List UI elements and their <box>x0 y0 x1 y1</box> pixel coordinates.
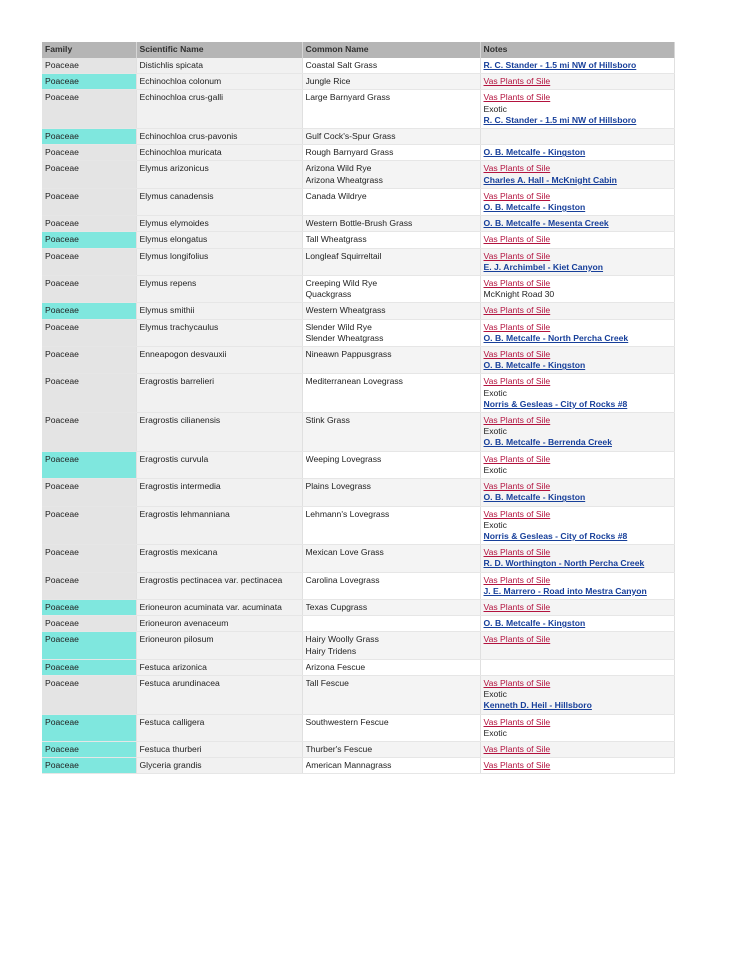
common-name: Arizona Fescue <box>305 661 366 672</box>
common-name-cell <box>302 216 480 232</box>
vas-plants-link[interactable]: Vas Plants of Sile <box>483 574 551 585</box>
notes-cell <box>480 451 674 478</box>
scientific-name-cell <box>136 659 302 675</box>
scientific-name: Echinochloa crus-galli <box>139 92 224 103</box>
notes-cell <box>480 374 674 413</box>
notes-cell <box>480 129 674 145</box>
table-row <box>42 276 674 303</box>
notes-cell <box>480 347 674 374</box>
table-row <box>42 347 674 374</box>
vas-plants-link[interactable]: Vas Plants of Sile <box>483 601 551 612</box>
notes-cell <box>480 506 674 545</box>
common-name-cell <box>302 232 480 248</box>
family-cell: Poaceae <box>42 188 136 215</box>
notes-cell <box>480 232 674 248</box>
scientific-name: Elymus elongatus <box>139 234 208 245</box>
notes-cell <box>480 303 674 319</box>
common-name: Tall Fescue <box>305 677 349 688</box>
vas-plants-link[interactable]: Vas Plants of Sile <box>483 76 551 87</box>
scientific-name: Elymus elymoides <box>139 218 209 229</box>
scientific-name-cell <box>136 74 302 90</box>
table-row <box>42 145 674 161</box>
table-row <box>42 58 674 74</box>
common-name-cell <box>302 303 480 319</box>
note-text: Exotic <box>483 426 507 437</box>
scientific-name: Erioneuron acuminata var. acuminata <box>139 601 282 612</box>
scientific-name-cell <box>136 276 302 303</box>
scientific-name: Echinochloa crus-pavonis <box>139 131 238 142</box>
common-name: Texas Cupgrass <box>305 601 368 612</box>
notes-cell <box>480 74 674 90</box>
common-name-cell <box>302 90 480 129</box>
family-cell: Poaceae <box>42 616 136 632</box>
plant-table <box>42 42 675 774</box>
common-name: Mexican Love Grass <box>305 547 384 558</box>
common-name-cell <box>302 413 480 452</box>
scientific-name: Glyceria grandis <box>139 760 202 771</box>
table-row <box>42 413 674 452</box>
common-name: Tall Wheatgrass <box>305 234 367 245</box>
table-row <box>42 74 674 90</box>
scientific-name-cell <box>136 599 302 615</box>
collector-record-link[interactable]: R. D. Worthington - North Percha Creek <box>483 558 645 569</box>
notes-cell <box>480 90 674 129</box>
scientific-name: Elymus trachycaulus <box>139 321 219 332</box>
scientific-name-cell <box>136 188 302 215</box>
collector-record-link[interactable]: Norris & Gesleas - City of Rocks #8 <box>483 398 628 409</box>
table-row <box>42 675 674 714</box>
notes-cell <box>480 479 674 506</box>
table-row <box>42 545 674 572</box>
table-row <box>42 188 674 215</box>
vas-plants-link[interactable]: Vas Plants of Sile <box>483 92 551 103</box>
table-row <box>42 129 674 145</box>
common-name: Slender Wheatgrass <box>305 332 384 343</box>
notes-cell <box>480 413 674 452</box>
plant-list-page <box>42 42 674 774</box>
collector-record-link[interactable]: O. B. Metcalfe - Kingston <box>483 492 586 503</box>
note-text: McKnight Road 30 <box>483 289 555 300</box>
notes-cell <box>480 714 674 741</box>
notes-cell <box>480 319 674 346</box>
scientific-name-cell <box>136 616 302 632</box>
notes-cell <box>480 659 674 675</box>
scientific-name-cell <box>136 758 302 774</box>
common-name: Large Barnyard Grass <box>305 92 391 103</box>
common-name: Creeping Wild Rye <box>305 278 378 289</box>
collector-record-link[interactable]: O. B. Metcalfe - Kingston <box>483 618 586 629</box>
notes-cell <box>480 572 674 599</box>
family-cell: Poaceae <box>42 451 136 478</box>
table-row <box>42 506 674 545</box>
vas-plants-link[interactable]: Vas Plants of Sile <box>483 190 551 201</box>
table-row <box>42 90 674 129</box>
common-name: Canada Wildrye <box>305 190 367 201</box>
family-cell: Poaceae <box>42 248 136 275</box>
table-row <box>42 758 674 774</box>
common-name-cell <box>302 616 480 632</box>
common-name: Slender Wild Rye <box>305 321 372 332</box>
vas-plants-link[interactable]: Vas Plants of Sile <box>483 547 551 558</box>
common-name-cell <box>302 319 480 346</box>
collector-record-link[interactable]: Kenneth D. Heil - Hillsboro <box>483 700 592 711</box>
common-name-cell <box>302 248 480 275</box>
family-cell: Poaceae <box>42 413 136 452</box>
collector-record-link[interactable]: O. B. Metcalfe - North Percha Creek <box>483 332 629 343</box>
collector-record-link[interactable]: O. B. Metcalfe - Kingston <box>483 147 586 158</box>
note-text: Exotic <box>483 464 507 475</box>
vas-plants-link[interactable]: Vas Plants of Sile <box>483 349 551 360</box>
scientific-name: Eragrostis barrelieri <box>139 376 215 387</box>
scientific-name-cell <box>136 347 302 374</box>
scientific-name: Eragrostis mexicana <box>139 547 218 558</box>
vas-plants-link[interactable]: Vas Plants of Sile <box>483 508 551 519</box>
common-name: Arizona Wild Rye <box>305 163 372 174</box>
common-name: Thurber's Fescue <box>305 743 373 754</box>
collector-record-link[interactable]: R. C. Stander - 1.5 mi NW of Hillsboro <box>483 60 637 70</box>
family-cell: Poaceae <box>42 572 136 599</box>
common-name-cell <box>302 714 480 741</box>
notes-cell <box>480 248 674 275</box>
vas-plants-link[interactable]: Vas Plants of Sile <box>483 415 551 426</box>
vas-plants-link[interactable]: Vas Plants of Sile <box>483 743 551 754</box>
notes-cell <box>480 741 674 757</box>
scientific-name: Elymus longifolius <box>139 250 209 261</box>
common-name-cell <box>302 545 480 572</box>
family-cell: Poaceae <box>42 506 136 545</box>
scientific-name-cell <box>136 714 302 741</box>
scientific-name-cell <box>136 675 302 714</box>
scientific-name: Eragrostis cilianensis <box>139 415 221 426</box>
vas-plants-link[interactable]: Vas Plants of Sile <box>483 250 551 261</box>
common-name-cell <box>302 451 480 478</box>
table-row <box>42 374 674 413</box>
notes-cell <box>480 675 674 714</box>
scientific-name-cell <box>136 90 302 129</box>
common-name: Hairy Woolly Grass <box>305 634 379 645</box>
family-cell: Poaceae <box>42 632 136 659</box>
collector-record-link[interactable]: Charles A. Hall - McKnight Cabin <box>483 174 617 185</box>
common-name: Rough Barnyard Grass <box>305 147 394 158</box>
scientific-name: Enneapogon desvauxii <box>139 349 227 360</box>
vas-plants-link[interactable]: Vas Plants of Sile <box>483 716 551 727</box>
common-name: Hairy Tridens <box>305 645 357 656</box>
common-name: Arizona Wheatgrass <box>305 174 383 185</box>
note-text: Exotic <box>483 387 507 398</box>
notes-cell <box>480 632 674 659</box>
common-name: American Mannagrass <box>305 760 392 771</box>
vas-plants-link[interactable]: Vas Plants of Sile <box>483 481 551 492</box>
family-cell: Poaceae <box>42 599 136 615</box>
family-cell: Poaceae <box>42 232 136 248</box>
scientific-name-cell <box>136 741 302 757</box>
vas-plants-link[interactable]: Vas Plants of Sile <box>483 163 551 174</box>
note-text: Exotic <box>483 519 507 530</box>
notes-cell <box>480 599 674 615</box>
family-cell: Poaceae <box>42 545 136 572</box>
common-name-cell <box>302 129 480 145</box>
table-row <box>42 161 674 188</box>
collector-record-link[interactable]: O. B. Metcalfe - Berrenda Creek <box>483 437 612 448</box>
family-cell: Poaceae <box>42 319 136 346</box>
collector-record-link[interactable]: J. E. Marrero - Road into Mestra Canyon <box>483 585 647 596</box>
vas-plants-link[interactable]: Vas Plants of Sile <box>483 453 551 464</box>
table-row <box>42 741 674 757</box>
scientific-name-cell <box>136 303 302 319</box>
common-name-cell <box>302 479 480 506</box>
vas-plants-link[interactable]: Vas Plants of Sile <box>483 760 551 771</box>
vas-plants-link[interactable]: Vas Plants of Sile <box>483 278 551 289</box>
common-name-cell <box>302 161 480 188</box>
common-name-cell <box>302 741 480 757</box>
family-cell: Poaceae <box>42 659 136 675</box>
common-name-cell <box>302 276 480 303</box>
header-notes: Notes <box>480 42 674 58</box>
scientific-name: Festuca thurberi <box>139 743 202 754</box>
family-cell: Poaceae <box>42 303 136 319</box>
scientific-name: Festuca calligera <box>139 716 205 727</box>
common-name: Mediterranean Lovegrass <box>305 376 403 387</box>
family-cell: Poaceae <box>42 90 136 129</box>
notes-cell <box>480 216 674 232</box>
scientific-name-cell <box>136 145 302 161</box>
family-cell: Poaceae <box>42 216 136 232</box>
scientific-name-cell <box>136 58 302 74</box>
vas-plants-link[interactable]: Vas Plants of Sile <box>483 321 551 332</box>
collector-record-link[interactable]: O. B. Metcalfe - Mesenta Creek <box>483 218 609 229</box>
family-cell: Poaceae <box>42 479 136 506</box>
scientific-name-cell <box>136 479 302 506</box>
header-family: Family <box>42 42 136 58</box>
family-cell: Poaceae <box>42 741 136 757</box>
note-text: Exotic <box>483 727 507 738</box>
family-cell: Poaceae <box>42 374 136 413</box>
common-name: Carolina Lovegrass <box>305 574 380 585</box>
common-name: Jungle Rice <box>305 76 351 87</box>
common-name-cell <box>302 506 480 545</box>
common-name-cell <box>302 374 480 413</box>
common-name-cell <box>302 675 480 714</box>
scientific-name: Erioneuron pilosum <box>139 634 214 645</box>
common-name: Western Bottle-Brush Grass <box>305 218 413 229</box>
common-name: Longleaf Squirreltail <box>305 250 382 261</box>
table-row <box>42 303 674 319</box>
family-cell: Poaceae <box>42 347 136 374</box>
scientific-name: Elymus canadensis <box>139 190 214 201</box>
scientific-name: Eragrostis pectinacea var. pectinacea <box>139 574 283 585</box>
scientific-name: Eragrostis intermedia <box>139 481 221 492</box>
notes-cell <box>480 276 674 303</box>
notes-cell <box>480 188 674 215</box>
table-row <box>42 248 674 275</box>
collector-record-link[interactable]: O. B. Metcalfe - Kingston <box>483 202 586 213</box>
scientific-name: Elymus smithii <box>139 305 195 316</box>
notes-cell <box>480 758 674 774</box>
scientific-name-cell <box>136 129 302 145</box>
common-name: Nineawn Pappusgrass <box>305 349 392 360</box>
scientific-name-cell <box>136 319 302 346</box>
table-row <box>42 714 674 741</box>
scientific-name: Eragrostis lehmanniana <box>139 508 230 519</box>
note-text: Exotic <box>483 103 507 114</box>
notes-cell <box>480 545 674 572</box>
scientific-name: Echinochloa colonum <box>139 76 222 87</box>
common-name: Gulf Cock's-Spur Grass <box>305 131 396 142</box>
header-scientific-name: Scientific Name <box>136 42 302 58</box>
common-name-cell <box>302 758 480 774</box>
vas-plants-link[interactable]: Vas Plants of Sile <box>483 677 551 688</box>
collector-record-link[interactable]: E. J. Archimbel - Kiet Canyon <box>483 261 604 272</box>
scientific-name: Distichlis spicata <box>139 60 204 70</box>
family-cell: Poaceae <box>42 161 136 188</box>
scientific-name-cell <box>136 248 302 275</box>
family-cell: Poaceae <box>42 276 136 303</box>
scientific-name-cell <box>136 572 302 599</box>
common-name-cell <box>302 599 480 615</box>
family-cell: Poaceae <box>42 758 136 774</box>
table-row <box>42 232 674 248</box>
scientific-name: Eragrostis curvula <box>139 453 209 464</box>
scientific-name-cell <box>136 161 302 188</box>
vas-plants-link[interactable]: Vas Plants of Sile <box>483 305 551 316</box>
family-cell: Poaceae <box>42 145 136 161</box>
notes-cell <box>480 58 674 74</box>
vas-plants-link[interactable]: Vas Plants of Sile <box>483 234 551 245</box>
collector-record-link[interactable]: R. C. Stander - 1.5 mi NW of Hillsboro <box>483 114 637 125</box>
common-name: Coastal Salt Grass <box>305 60 378 70</box>
scientific-name-cell <box>136 413 302 452</box>
scientific-name: Elymus arizonicus <box>139 163 209 174</box>
common-name: Weeping Lovegrass <box>305 453 382 464</box>
table-row <box>42 319 674 346</box>
table-row <box>42 659 674 675</box>
scientific-name-cell <box>136 232 302 248</box>
collector-record-link[interactable]: O. B. Metcalfe - Kingston <box>483 360 586 371</box>
family-cell: Poaceae <box>42 129 136 145</box>
scientific-name-cell <box>136 506 302 545</box>
common-name-cell <box>302 632 480 659</box>
family-cell: Poaceae <box>42 58 136 74</box>
table-row <box>42 632 674 659</box>
table-row <box>42 216 674 232</box>
common-name: Plains Lovegrass <box>305 481 371 492</box>
table-row <box>42 479 674 506</box>
table-header-row <box>42 42 674 58</box>
table-row <box>42 572 674 599</box>
common-name-cell <box>302 145 480 161</box>
scientific-name-cell <box>136 545 302 572</box>
common-name: Stink Grass <box>305 415 350 426</box>
family-cell: Poaceae <box>42 74 136 90</box>
table-row <box>42 451 674 478</box>
vas-plants-link[interactable]: Vas Plants of Sile <box>483 376 551 387</box>
notes-cell <box>480 161 674 188</box>
scientific-name: Festuca arizonica <box>139 661 207 672</box>
header-common-name: Common Name <box>302 42 480 58</box>
common-name-cell <box>302 74 480 90</box>
common-name: Lehmann's Lovegrass <box>305 508 390 519</box>
scientific-name-cell <box>136 632 302 659</box>
note-text: Exotic <box>483 689 507 700</box>
scientific-name-cell <box>136 374 302 413</box>
notes-cell <box>480 145 674 161</box>
scientific-name: Elymus repens <box>139 278 197 289</box>
notes-cell <box>480 616 674 632</box>
common-name: Quackgrass <box>305 289 352 300</box>
table-row <box>42 616 674 632</box>
common-name-cell <box>302 347 480 374</box>
scientific-name: Echinochloa muricata <box>139 147 222 158</box>
family-cell: Poaceae <box>42 675 136 714</box>
scientific-name: Festuca arundinacea <box>139 677 220 688</box>
vas-plants-link[interactable]: Vas Plants of Sile <box>483 634 551 645</box>
common-name: Western Wheatgrass <box>305 305 386 316</box>
scientific-name: Erioneuron avenaceum <box>139 618 229 629</box>
scientific-name-cell <box>136 216 302 232</box>
table-row <box>42 599 674 615</box>
common-name-cell <box>302 58 480 74</box>
common-name-cell <box>302 572 480 599</box>
table-body <box>42 58 674 774</box>
common-name-cell <box>302 188 480 215</box>
collector-record-link[interactable]: Norris & Gesleas - City of Rocks #8 <box>483 530 628 541</box>
common-name-cell <box>302 659 480 675</box>
scientific-name-cell <box>136 451 302 478</box>
common-name: Southwestern Fescue <box>305 716 389 727</box>
family-cell: Poaceae <box>42 714 136 741</box>
